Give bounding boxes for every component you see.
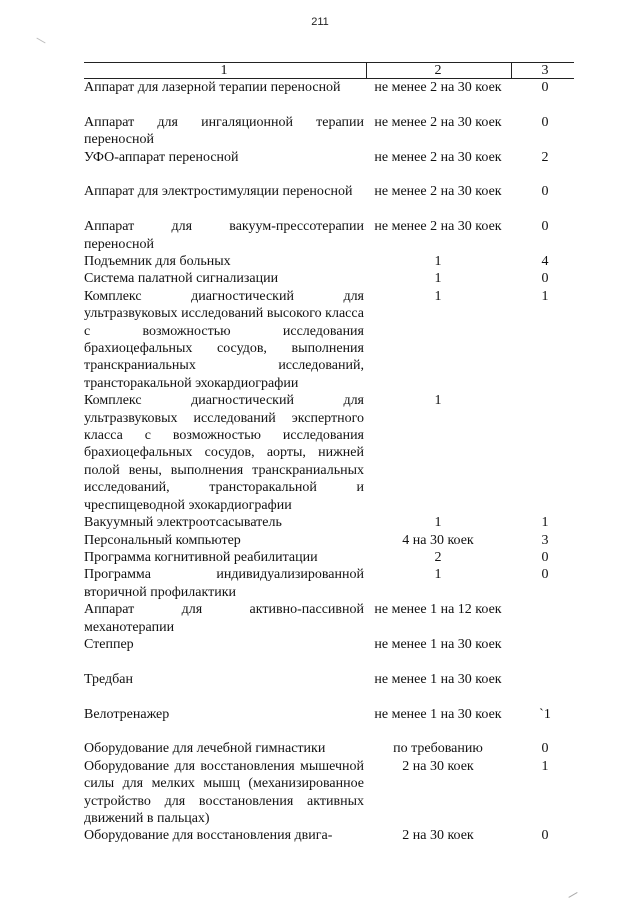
equipment-quantity: 0 — [541, 741, 549, 757]
table-row — [84, 601, 574, 636]
equipment-requirement: не менее 1 на 30 коек — [374, 706, 502, 722]
equipment-requirement: 1 — [434, 288, 442, 304]
column-divider — [366, 63, 367, 79]
equipment-requirement: 4 на 30 коек — [402, 532, 474, 548]
equipment-name: Система палатной сигнализации — [84, 271, 279, 287]
scan-speck — [36, 38, 45, 44]
equipment-name: Велотренажер — [84, 706, 170, 722]
equipment-name: Оборудование для восстановления двига- — [84, 828, 333, 844]
equipment-requirement: 2 — [434, 549, 442, 565]
equipment-table — [84, 62, 574, 845]
equipment-name: Вакуумный электроотсасыватель — [84, 515, 282, 531]
equipment-quantity: 0 — [541, 271, 549, 287]
equipment-quantity: 0 — [541, 219, 549, 235]
equipment-requirement: 1 — [434, 515, 442, 531]
equipment-name: Персональный компьютер — [84, 532, 241, 548]
equipment-requirement: не менее 1 на 12 коек — [374, 602, 502, 618]
equipment-name: Аппарат для вакуум-прессотерапии переносной — [84, 219, 364, 252]
equipment-quantity: 4 — [541, 254, 549, 270]
equipment-quantity: 2 — [541, 149, 549, 165]
table-row — [84, 514, 574, 531]
equipment-name: Оборудование для лечебной гимнастики — [84, 741, 326, 757]
equipment-quantity: 0 — [541, 184, 549, 200]
equipment-name: Аппарат для ингаляционной терапии переносной — [84, 114, 364, 148]
column-header-3: 3 — [541, 63, 549, 78]
equipment-name: Подъемник для больных — [84, 254, 231, 270]
equipment-requirement: не менее 2 на 30 коек — [374, 114, 502, 130]
equipment-requirement: не менее 2 на 30 коек — [374, 184, 502, 200]
equipment-name: Программа когнитивной реабилитации — [84, 549, 318, 565]
page-number: 211 — [311, 16, 329, 28]
equipment-requirement: не менее 2 на 30 коек — [374, 149, 502, 165]
equipment-quantity: 0 — [541, 80, 549, 95]
table-row — [84, 671, 574, 706]
equipment-requirement: 1 — [434, 393, 442, 409]
equipment-requirement: не менее 1 на 30 коек — [374, 671, 502, 687]
table-row — [84, 392, 574, 514]
table-row — [84, 740, 574, 757]
equipment-quantity: 0 — [541, 567, 549, 583]
equipment-name: Программа индивидуализированной вторичной профилактики — [84, 567, 364, 600]
scan-mark — [564, 885, 577, 898]
equipment-quantity: 0 — [541, 549, 549, 565]
equipment-quantity: 0 — [541, 828, 549, 844]
equipment-requirement: 2 на 30 коек — [402, 758, 474, 774]
equipment-name: Аппарат для активно-пассивной механотерапии — [84, 602, 364, 635]
table-row — [84, 636, 574, 671]
equipment-quantity: 1 — [541, 288, 549, 304]
equipment-name: Аппарат для лазерной терапии переносной — [84, 80, 341, 95]
equipment-requirement: не менее 2 на 30 коек — [374, 219, 502, 235]
equipment-quantity: `1 — [539, 706, 551, 722]
equipment-name: Степпер — [84, 636, 134, 652]
equipment-requirement: 2 на 30 коек — [402, 828, 474, 844]
table-row — [84, 288, 574, 392]
equipment-requirement: не менее 2 на 30 коек — [374, 80, 502, 95]
table-row — [84, 79, 574, 114]
table-row — [84, 549, 574, 566]
equipment-quantity: 3 — [541, 532, 549, 548]
column-header-1: 1 — [220, 63, 228, 78]
equipment-name: Тредбан — [84, 671, 133, 687]
column-divider — [511, 63, 512, 79]
table-body — [84, 79, 574, 845]
table-row — [84, 270, 574, 287]
table-row — [84, 532, 574, 549]
equipment-name: УФО-аппарат переносной — [84, 149, 239, 165]
equipment-name: Комплекс диагностический для ультразвуковых исследований экспертного класса с возможностью исследования брахиоцефальных сосудов, аорты, нижней полой вены, выполнения транскраниальных исследований, трансторакальной и чреспищеводной эхокардиографии — [84, 393, 364, 513]
table-row — [84, 706, 574, 741]
equipment-quantity: 1 — [541, 515, 549, 531]
table-row — [84, 758, 574, 828]
equipment-requirement: 1 — [434, 567, 442, 583]
table-row — [84, 183, 574, 218]
equipment-requirement: 1 — [434, 254, 442, 270]
table-row — [84, 253, 574, 270]
table-header — [84, 62, 574, 79]
equipment-name: Оборудование для восстановления мышечной силы для мелких мышц (механизированное устройство для восстановления активных движений в пальцах) — [84, 758, 364, 826]
table-row — [84, 114, 574, 149]
table-row — [84, 149, 574, 184]
equipment-quantity: 0 — [541, 114, 549, 130]
equipment-requirement: не менее 1 на 30 коек — [374, 636, 502, 652]
equipment-quantity: 1 — [541, 758, 549, 774]
table-row — [84, 827, 574, 844]
equipment-requirement: 1 — [434, 271, 442, 287]
table-row — [84, 566, 574, 601]
table-row — [84, 218, 574, 253]
column-header-2: 2 — [434, 63, 442, 78]
equipment-name: Аппарат для электростимуляции переносной — [84, 184, 353, 200]
equipment-name: Комплекс диагностический для ультразвуковых исследований высокого класса с возможностью исследования брахиоцефальных сосудов, выполнения транскраниальных исследований, трансторакальной эхокардиографии — [84, 288, 364, 391]
equipment-requirement: по требованию — [393, 741, 483, 757]
